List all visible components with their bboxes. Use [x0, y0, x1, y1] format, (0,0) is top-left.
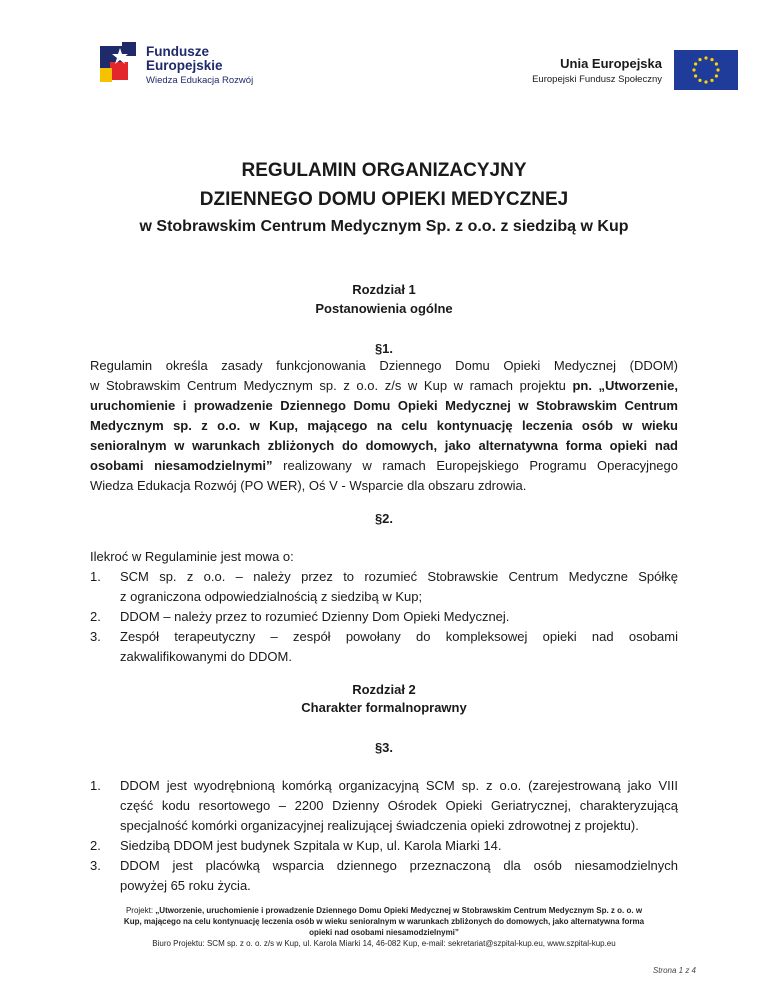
- list-item-number: 3.: [90, 629, 101, 644]
- s1-line: Regulamin określa zasady funkcjonowania Dziennego Domu Opieki Medycznej (DDOM): [90, 358, 678, 373]
- s1-bold-text: pn. „Utworzenie,: [572, 378, 679, 393]
- fe-logo-line2: Europejskie: [146, 58, 223, 73]
- list-item-line: część kodu resortowego – 2200 Dzienny Ośrodek Opieki Geriatrycznej, charakteryzującą: [120, 798, 678, 813]
- chapter1-name: Postanowienia ogólne: [315, 301, 453, 316]
- section-1-heading: §1.: [374, 341, 394, 356]
- list-item-line: DDOM jest wyodrębnioną komórką organizacyjną SCM sp. z o.o. (zarejestrowaną jako VIII: [120, 778, 678, 793]
- section-1-paragraph: [90, 356, 678, 496]
- list-item: [90, 567, 678, 607]
- s1-bold-text: Medycznym sp. z o.o. w Kup, mającego na celu kontynuację leczenia osób w wieku: [90, 418, 678, 433]
- page-footer: [70, 905, 698, 949]
- list-item-line: DDOM jest placówką wsparcia dziennego przeznaczoną dla osób niesamodzielnych: [120, 858, 678, 873]
- list-item-number: 2.: [90, 838, 101, 853]
- s1-line: [90, 456, 678, 476]
- s1-line: Wiedza Edukacja Rozwój (PO WER), Oś V - Wsparcie dla obszaru zdrowia.: [90, 478, 527, 493]
- section-3-body: [90, 776, 678, 896]
- ue-logo-line1: Unia Europejska: [560, 56, 662, 71]
- s1-bold-text: uruchomienie i prowadzenie Dziennego Domu Opieki Medycznej w Stobrawskim Centrum: [90, 398, 678, 413]
- list-item-line: Zespół terapeutyczny – zespół powołany do kompleksowej opieki nad osobami: [120, 629, 678, 644]
- list-item-line: powyżej 65 roku życia.: [120, 878, 251, 893]
- s1-line: [90, 376, 678, 396]
- footer-project-line3: opieki nad osobami niesamodzielnymi”: [309, 928, 459, 937]
- document-title-line1: REGULAMIN ORGANIZACYJNY: [241, 160, 527, 181]
- list-item-number: 2.: [90, 609, 101, 624]
- list-item-number: 1.: [90, 569, 101, 584]
- ue-logo-line2: Europejski Fundusz Społeczny: [532, 74, 662, 85]
- unia-europejska-logo: [478, 50, 738, 90]
- fe-logo-line1: Fundusze: [146, 44, 209, 59]
- eu-flag-icon: [674, 50, 738, 90]
- document-subtitle: w Stobrawskim Centrum Medycznym Sp. z o.o. z siedzibą w Kup: [139, 218, 629, 235]
- list-item-number: 3.: [90, 858, 101, 873]
- s1-bold-text: senioralnym w warunkach zbliżonych do domowych, jako alternatywna forma opieki nad: [90, 438, 678, 453]
- list-item-number: 1.: [90, 778, 101, 793]
- s1-line: [90, 436, 678, 456]
- s1-line: [90, 416, 678, 436]
- page-number: Strona 1 z 4: [652, 966, 696, 975]
- list-item: [90, 776, 678, 836]
- list-item-line: specjalność komórki organizacyjnej realizującej świadczenia opieki zdrowotnej z projektu).: [120, 818, 639, 833]
- s1-bold-text: osobami niesamodzielnymi”: [90, 458, 273, 473]
- list-item-line: DDOM – należy przez to rozumieć Dzienny Dom Opieki Medycznej.: [120, 609, 510, 624]
- section-2-heading: §2.: [374, 511, 394, 526]
- chapter2-name: Charakter formalnoprawny: [301, 700, 467, 715]
- fundusze-europejskie-logo: [100, 42, 280, 86]
- footer-project-line2: Kup, mającego na celu kontynuację leczenia osób w wieku senioralnym w warunkach zbliżonych do domowych, jako alternatywna forma: [123, 917, 645, 926]
- list-item-line: SCM sp. z o.o. – należy przez to rozumieć Stobrawskie Centrum Medyczne Spółkę: [120, 569, 678, 584]
- chapter1-label: Rozdział 1: [352, 282, 416, 297]
- list-item: [90, 836, 678, 856]
- fe-logo-line3: Wiedza Edukacja Rozwój: [146, 75, 254, 86]
- section-2-body: [90, 547, 678, 667]
- list-item-line: zakwalifikowanymi do DDOM.: [120, 649, 292, 664]
- section-3-heading: §3.: [374, 740, 394, 755]
- s1-text: w Stobrawskim Centrum Medycznym sp. z o.o. z/s w Kup w ramach projektu: [90, 378, 573, 393]
- list-item-line: Siedzibą DDOM jest budynek Szpitala w Kup, ul. Karola Miarki 14.: [120, 838, 502, 853]
- list-item: [90, 856, 678, 896]
- footer-office-line: Biuro Projektu: SCM sp. z o. o. z/s w Kup, ul. Karola Miarki 14, 46-082 Kup, e-mail: sekretariat@szpital-kup.eu, www.szpital-kup.eu: [152, 939, 616, 948]
- footer-project-line1: Projekt: „Utworzenie, uruchomienie i prowadzenie Dziennego Domu Opieki Medycznej w Stobrawskim Centrum Medycznym Sp. z o. o. w: [125, 906, 643, 915]
- chapter2-label: Rozdział 2: [352, 682, 416, 697]
- fundusze-europejskie-logo-icon: [100, 42, 140, 86]
- list-item: [90, 627, 678, 667]
- s1-text: realizowany w ramach Europejskiego Programu Operacyjnego: [272, 458, 678, 473]
- document-title-line2: DZIENNEGO DOMU OPIEKI MEDYCZNEJ: [199, 189, 569, 210]
- list-item-line: z ograniczona odpowiedzialnością z siedzibą w Kup;: [120, 589, 423, 604]
- s1-line: [90, 396, 678, 416]
- section-2-intro: Ilekroć w Regulaminie jest mowa o:: [90, 549, 294, 564]
- list-item: [90, 607, 678, 627]
